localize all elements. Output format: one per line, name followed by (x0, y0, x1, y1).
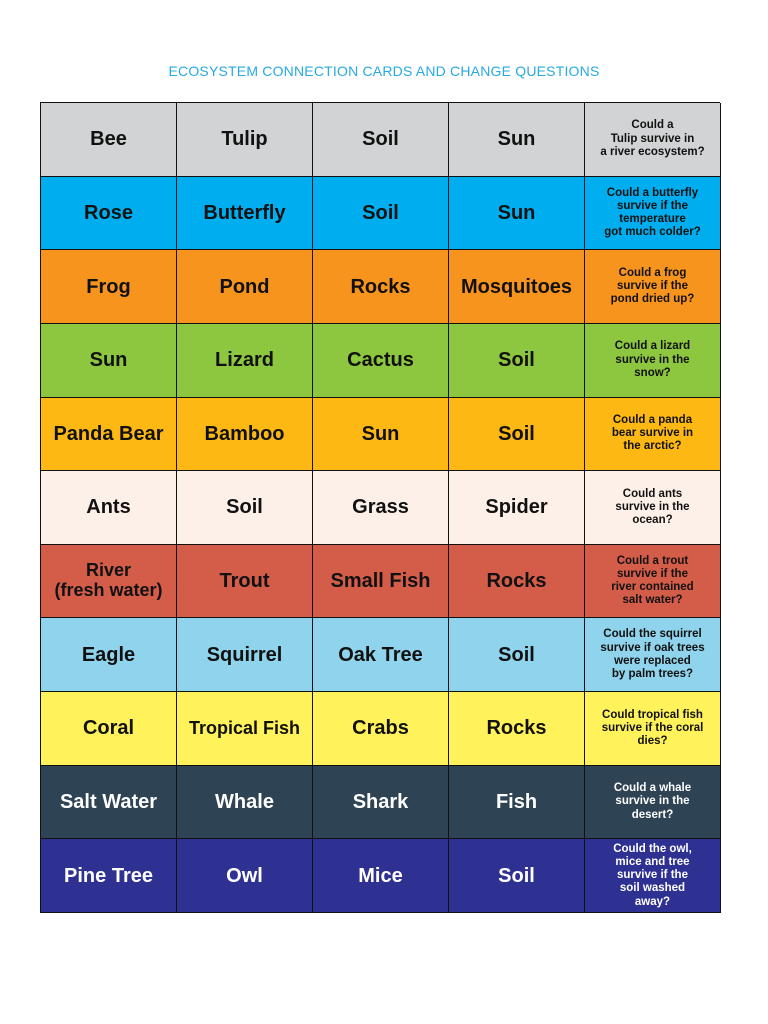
change-question: Could a butterfly survive if the temperature got much colder? (585, 177, 721, 251)
card-cell: Grass (313, 471, 449, 545)
card-cell: Sun (449, 103, 585, 177)
card-cell: Whale (177, 766, 313, 840)
card-cell: Trout (177, 545, 313, 619)
card-cell: Tulip (177, 103, 313, 177)
card-cell: Butterfly (177, 177, 313, 251)
card-cell: Soil (177, 471, 313, 545)
card-cell: Rocks (449, 692, 585, 766)
change-question: Could a whale survive in the desert? (585, 766, 721, 840)
card-cell: Soil (449, 839, 585, 913)
card-cell: Spider (449, 471, 585, 545)
change-question: Could a Tulip survive in a river ecosystem? (585, 103, 721, 177)
card-cell: Lizard (177, 324, 313, 398)
card-cell: Panda Bear (41, 398, 177, 472)
card-cell: Crabs (313, 692, 449, 766)
page-title: ECOSYSTEM CONNECTION CARDS AND CHANGE QUESTIONS (168, 63, 600, 79)
card-cell: Sun (41, 324, 177, 398)
card-grid (40, 102, 720, 913)
change-question: Could tropical fish survive if the coral dies? (585, 692, 721, 766)
card-cell: Small Fish (313, 545, 449, 619)
change-question: Could ants survive in the ocean? (585, 471, 721, 545)
card-cell: Eagle (41, 618, 177, 692)
change-question: Could a panda bear survive in the arctic? (585, 398, 721, 472)
card-cell: Mosquitoes (449, 250, 585, 324)
card-cell: Cactus (313, 324, 449, 398)
card-cell: Pine Tree (41, 839, 177, 913)
change-question: Could a lizard survive in the snow? (585, 324, 721, 398)
card-cell: Tropical Fish (177, 692, 313, 766)
card-cell: Soil (449, 398, 585, 472)
card-cell: Coral (41, 692, 177, 766)
card-cell: Rose (41, 177, 177, 251)
card-cell: Pond (177, 250, 313, 324)
card-cell: Ants (41, 471, 177, 545)
card-cell: Sun (313, 398, 449, 472)
change-question: Could the owl, mice and tree survive if the soil washed away? (585, 839, 721, 913)
card-cell: Soil (449, 324, 585, 398)
card-cell: Bee (41, 103, 177, 177)
card-cell: Bamboo (177, 398, 313, 472)
card-cell: Soil (313, 103, 449, 177)
card-cell: Squirrel (177, 618, 313, 692)
card-cell: Rocks (449, 545, 585, 619)
card-cell: Salt Water (41, 766, 177, 840)
card-cell: Soil (313, 177, 449, 251)
change-question: Could a trout survive if the river contained salt water? (585, 545, 721, 619)
card-cell: Shark (313, 766, 449, 840)
change-question: Could the squirrel survive if oak trees were replaced by palm trees? (585, 618, 721, 692)
card-cell: River (fresh water) (41, 545, 177, 619)
card-cell: Owl (177, 839, 313, 913)
card-cell: Soil (449, 618, 585, 692)
card-cell: Mice (313, 839, 449, 913)
card-cell: Rocks (313, 250, 449, 324)
card-cell: Oak Tree (313, 618, 449, 692)
card-cell: Fish (449, 766, 585, 840)
change-question: Could a frog survive if the pond dried up? (585, 250, 721, 324)
card-cell: Sun (449, 177, 585, 251)
card-cell: Frog (41, 250, 177, 324)
